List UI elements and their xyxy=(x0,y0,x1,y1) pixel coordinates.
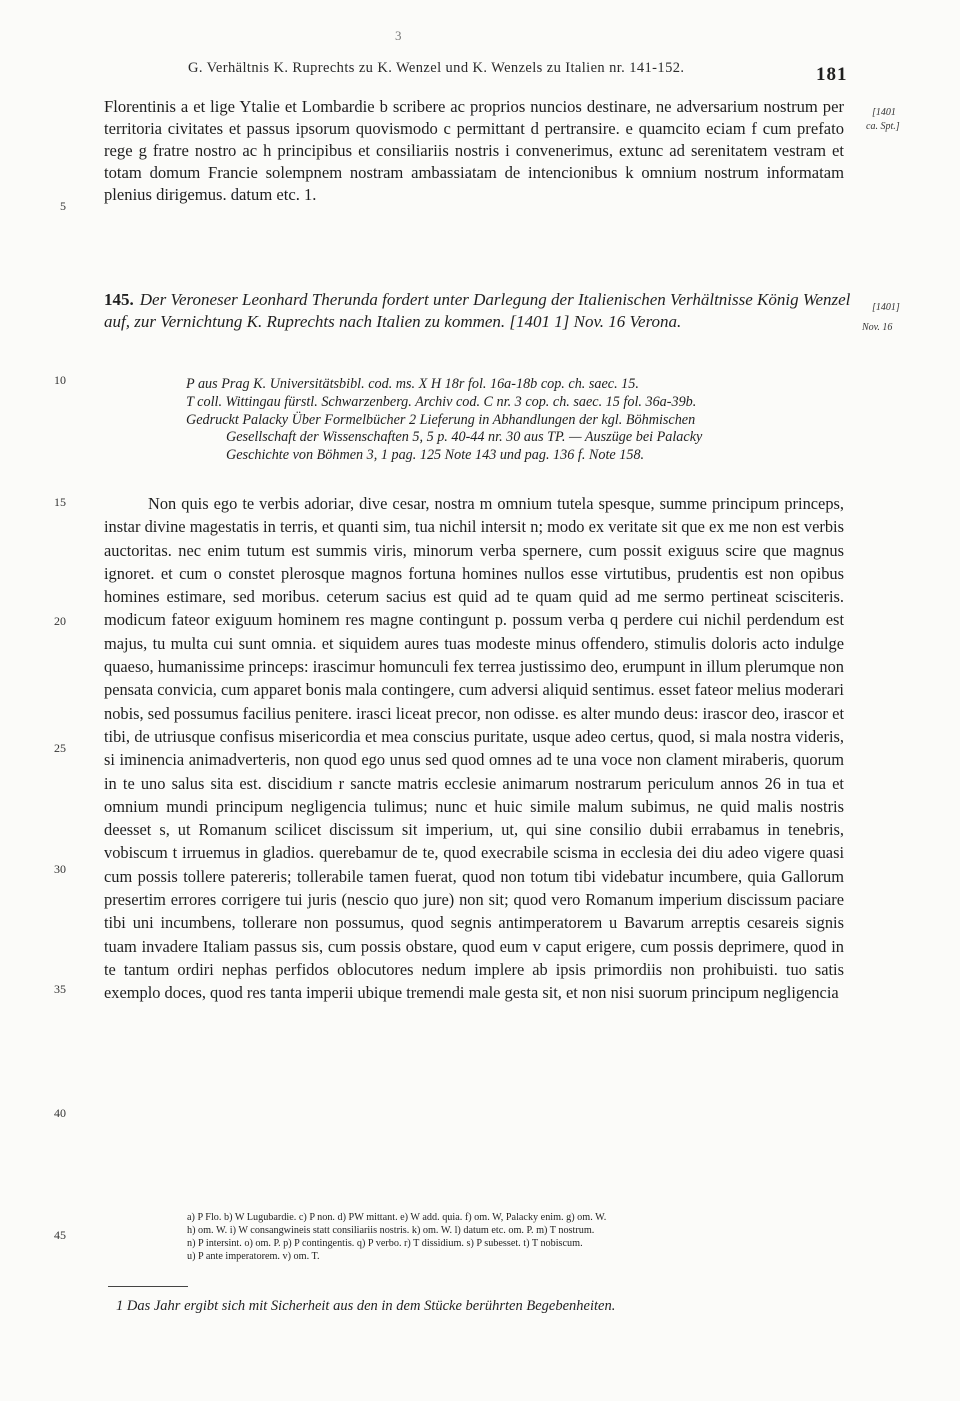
line-number: 5 xyxy=(60,199,66,213)
margin-note-date-detail: ca. Spt.] xyxy=(866,121,900,132)
line-number: 35 xyxy=(54,982,66,996)
line-number: 20 xyxy=(54,614,66,628)
source-line: P aus Prag K. Universitätsbibl. cod. ms. X H 18r fol. 16a-18b cop. ch. saec. 15. xyxy=(186,376,639,392)
margin-note-doc-year: [1401] xyxy=(872,302,900,313)
line-number: 40 xyxy=(54,1106,66,1120)
critical-apparatus xyxy=(187,1211,852,1263)
source-line: Gesellschaft der Wissenschaften 5, 5 p. 40-44 nr. 30 aus TP. — Auszüge bei Palacky xyxy=(226,429,703,446)
line-number: 15 xyxy=(54,495,66,509)
margin-note-doc-day: Nov. 16 xyxy=(862,322,893,333)
apparatus-line: a) P Flo. b) W Lugubardie. c) P non. d) PW mittant. e) W add. quia. f) om. W, Palacky enim. g) om. W. xyxy=(187,1212,607,1223)
source-line: Geschichte von Böhmen 3, 1 pag. 125 Note 143 und pag. 136 f. Note 158. xyxy=(226,447,645,464)
source-line: T coll. Wittingau fürstl. Schwarzenberg. Archiv cod. C nr. 3 cop. ch. saec. 15 fol. 36a-39b. xyxy=(186,393,697,410)
running-head: G. Verhältnis K. Ruprechts zu K. Wenzel und K. Wenzels zu Italien nr. 141-152. xyxy=(188,60,685,76)
apparatus-line: n) P intersint. o) om. P. p) P contingentis. q) P verbo. r) T dissidium. s) P subesset. t) T nobiscum. xyxy=(187,1238,583,1249)
document-number: 145. xyxy=(104,290,134,309)
apparatus-line: h) om. W. i) W consangwineis statt consiliariis nostris. k) om. W. l) datum etc. om. P. m) T nostrum. xyxy=(187,1225,595,1236)
line-number: 25 xyxy=(54,741,66,755)
document-title: Der Veroneser Leonhard Therunda fordert unter Darlegung der Italienischen Verhältnisse König Wenzel auf, zur Vernichtung K. Ruprechts nach Italien zu kommen. [1401 1] Nov. 16 Verona. xyxy=(104,290,851,331)
source-line: Gedruckt Palacky Über Formelbücher 2 Lieferung in Abhandlungen der kgl. Böhmischen xyxy=(186,411,696,428)
line-number: 45 xyxy=(54,1228,66,1242)
footnote-rule xyxy=(108,1286,188,1287)
document-heading xyxy=(104,289,874,333)
page-number: 181 xyxy=(816,64,848,85)
apparatus-line: u) P ante imperatorem. v) om. T. xyxy=(187,1251,320,1262)
letter-body: Non quis ego te verbis adoriar, dive cesar, nostra m omnium tutela spesque, summe principum princeps, instar divine magestatis in terris, et quanti sim, tua nichil intersit n; modo ex veritate sit que ex me non est verbis auctoritas. nec enim tutum est summis viris, minorum verba spernere, cum possit exiguus scire que magnus ignoret. et cum o constet plerosque magnos fortuna homines nullos esse virtutibus, prudentis est non opibus homines estimare, sed moribus. ceterum sacius est quid ad te quam quid ad me sermo pertineat scisciteris. modicum fateor exiguum hominem res magne contingunt p. possum verba q perdere cui nichil perdendum est majus, tu multa cui sunt omnia. et siquidem aures tuas modeste minus offendero, stimulis doloris acto indulge quaeso, humanissime princeps: irascimur homunculi fex terrea justissimo deo, erumpunt in illum plerumque non pensata convicia, cum apparet bonis mala contingere, cum adversi aliquid sentimus. esset fateor melius moderari nobis, sed possumus facilius penitere. irasci liceat precor, non odisse. es alter mundo deus: irascor deo, irascor et tibi, de utriusque confisus misericordia et mea conscius puritate, usque adeo certus, quod, si mala nostra videris, si iminencia animadverteris, non quod ego unus sed quod omnes ad te una voce non clament miraberis, quorum in te uno salus sita est. discidium r sancte matris ecclesie animarum nostrarum periculum annos 26 in tua et omnium mundi principum negligencia tulimus; nunc et huic simile malum subimus, ne quid malis nostris deesset s, ut Romanum scilicet discissum sit imperium, ut, qui sine consilio dubii errabamus in tenebris, vobiscum t irruemus in gladios. querebamur de te, quod execrabile scisma in ecclesia dei diu adeo vigere quasi cum possis tollere patereris; tollerabile tamen fuerat, quod non totum tibi videbatur incumbere, quia Gallorum presertim errores corrigere tui juris (nescio quo jure) non sit; quod vero Romanum imperium discissum paciare tibi uni incumbens, tollerare non possumus, quod segnis antimperatorem u Bavarum arreptis cesareis signis tuam invadere Italiam passus sis, cum possis obstare, quod eum v caput erigere, cum possis deprimere, quod in te tantum ordiri nephas perfidos oblocutores nedum implere ab ipsis primordiis non prohibuisti. tuo satis exemplo doces, quod res tanta imperii ubique tremendi male gesta sit, et non nisi suorum principum negligencia xyxy=(104,494,844,1003)
line-number: 10 xyxy=(54,373,66,387)
footnote: 1 Das Jahr ergibt sich mit Sicherheit aus den in dem Stücke berührten Begebenheiten. xyxy=(116,1298,616,1314)
page-mark: 3 xyxy=(395,28,402,43)
margin-note-date: [1401 xyxy=(872,107,896,118)
line-number: 30 xyxy=(54,862,66,876)
continuation-text: Florentinis a et lige Ytalie et Lombardie b scribere ac proprios nuncios destinare, ne adversarium nostrum per territoria civitates et passus ipsorum quovismodo c permittant d pertransire. e quamcito eciam f cum prefato rege g fratre nostro ac h principibus et consiliariis nostris i convenerimus, extunc ad serenitatem vestram et totam domum Francie solempnem nostram ambassiatam de intencionibus k omnium nostrum informatam plenius dirigemus. datum etc. 1. xyxy=(104,97,844,204)
source-list xyxy=(186,376,856,465)
